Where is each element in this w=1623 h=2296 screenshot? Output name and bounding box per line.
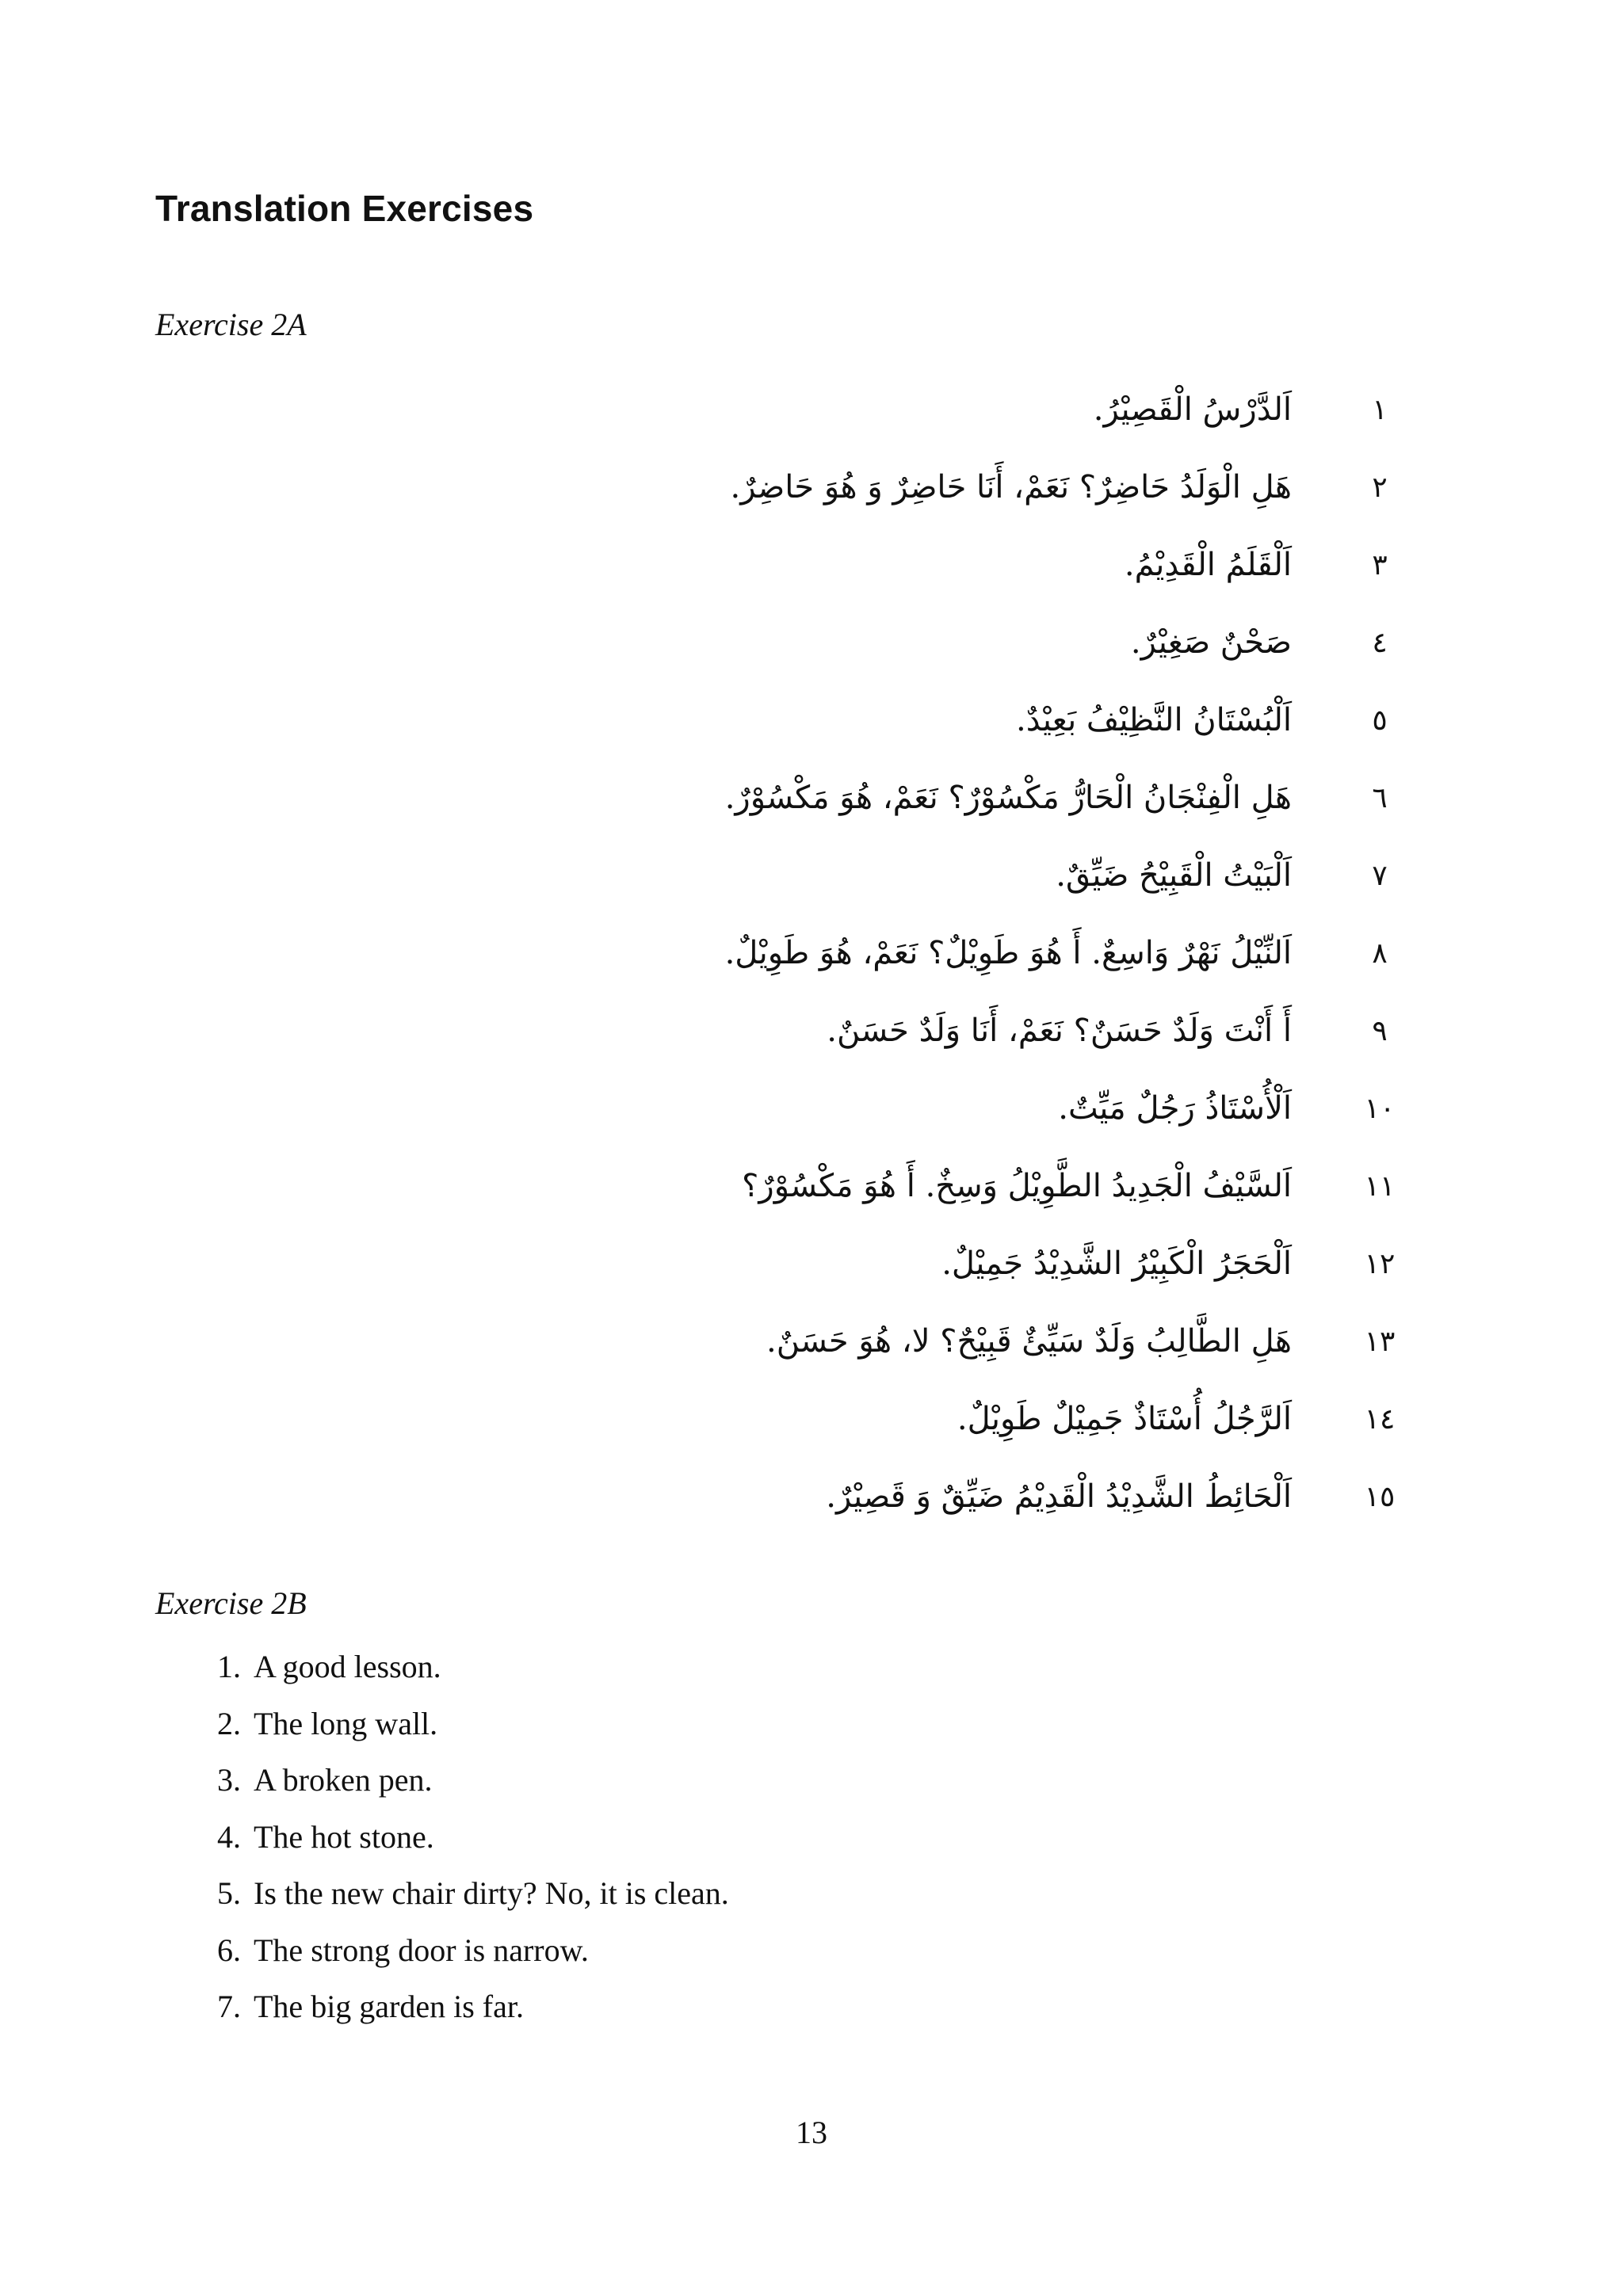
english-sentence: The hot stone. bbox=[254, 1818, 434, 1855]
list-item bbox=[219, 1070, 1407, 1147]
arabic-sentence: اَلْحَجَرُ الْكَبِيْرُ الشَّدِيْدُ جَمِيْلٌ. bbox=[941, 1245, 1292, 1282]
list-item bbox=[219, 1458, 1407, 1535]
page-title: Translation Exercises bbox=[155, 188, 534, 229]
exercise-2b-heading: Exercise 2B bbox=[155, 1585, 307, 1621]
item-number: ١٢ bbox=[1364, 1247, 1396, 1280]
exercise-2b-list bbox=[155, 1638, 729, 2035]
item-number: ٨ bbox=[1372, 936, 1388, 970]
list-item bbox=[219, 526, 1407, 604]
arabic-sentence: اَلْبُسْتَانُ النَّظِيْفُ بَعِيْدٌ. bbox=[1016, 702, 1292, 738]
list-item bbox=[219, 1302, 1407, 1380]
arabic-sentence: هَلِ الْفِنْجَانُ الْحَارُّ مَكْسُوْرٌ؟ نَعَمْ، هُوَ مَكْسُوْرٌ. bbox=[724, 780, 1292, 816]
item-number: ٧ bbox=[1372, 859, 1388, 892]
arabic-sentence: صَحْنٌ صَغِيْرٌ. bbox=[1130, 624, 1292, 661]
arabic-sentence: اَلسَّيْفُ الْجَدِيدُ الطَّوِيْلُ وَسِخٌ. أَ هُوَ مَكْسُوْرٌ؟ bbox=[742, 1168, 1292, 1204]
list-item bbox=[219, 1147, 1407, 1225]
arabic-sentence: اَلْبَيْتُ الْقَبِيْحُ ضَيِّقٌ. bbox=[1056, 857, 1292, 894]
arabic-sentence: اَلدَّرْسُ الْقَصِيْرُ. bbox=[1093, 391, 1292, 428]
list-item bbox=[219, 1225, 1407, 1302]
list-item bbox=[219, 759, 1407, 837]
list-item bbox=[155, 1978, 729, 2035]
item-number: ٥ bbox=[1372, 704, 1388, 737]
list-item bbox=[155, 1752, 729, 1809]
item-number: ١٣ bbox=[1364, 1325, 1396, 1358]
exercise-2a-list bbox=[219, 371, 1407, 1535]
english-sentence: The strong door is narrow. bbox=[254, 1932, 589, 1968]
list-item bbox=[219, 448, 1407, 526]
item-number: ١٠ bbox=[1364, 1092, 1396, 1125]
arabic-sentence: هَلِ الطَّالِبُ وَلَدٌ سَيِّئٌ قَبِيْحٌ؟ لا، هُوَ حَسَنٌ. bbox=[766, 1323, 1292, 1360]
list-item bbox=[155, 1865, 729, 1922]
arabic-sentence: هَلِ الْوَلَدُ حَاضِرٌ؟ نَعَمْ، أَنَا حَاضِرٌ وَ هُوَ حَاضِرٌ. bbox=[730, 469, 1292, 505]
item-number: ٤ bbox=[1372, 626, 1388, 659]
arabic-sentence: اَلْقَلَمُ الْقَدِيْمُ. bbox=[1124, 547, 1292, 583]
arabic-sentence: اَلْأُسْتَاذُ رَجُلٌ مَيِّتٌ. bbox=[1058, 1090, 1292, 1127]
arabic-sentence: اَلْحَائِطُ الشَّدِيْدُ الْقَدِيْمُ ضَيِّقٌ وَ قَصِيْرٌ. bbox=[826, 1478, 1292, 1515]
item-number: 5. bbox=[217, 1875, 241, 1912]
list-item bbox=[219, 604, 1407, 681]
english-sentence: The long wall. bbox=[254, 1705, 438, 1741]
item-number: ٦ bbox=[1372, 781, 1388, 814]
list-item bbox=[219, 837, 1407, 914]
item-number: ٩ bbox=[1372, 1014, 1388, 1047]
arabic-sentence: أَ أَنْتَ وَلَدٌ حَسَنٌ؟ نَعَمْ، أَنَا وَلَدٌ حَسَنٌ. bbox=[827, 1013, 1292, 1049]
list-item bbox=[219, 914, 1407, 992]
item-number: 1. bbox=[217, 1649, 241, 1685]
item-number: 3. bbox=[217, 1762, 241, 1798]
item-number: ٣ bbox=[1372, 548, 1388, 582]
item-number: ١٤ bbox=[1364, 1402, 1396, 1436]
list-item bbox=[219, 681, 1407, 759]
item-number: 6. bbox=[217, 1932, 241, 1968]
list-item bbox=[219, 371, 1407, 448]
page-number: 13 bbox=[796, 2115, 827, 2150]
item-number: ١١ bbox=[1364, 1169, 1396, 1203]
list-item bbox=[155, 1809, 729, 1866]
arabic-sentence: اَلرَّجُلُ أُسْتَاذٌ جَمِيْلٌ طَوِيْلٌ. bbox=[957, 1401, 1292, 1437]
english-sentence: The big garden is far. bbox=[254, 1989, 524, 2025]
list-item bbox=[155, 1922, 729, 1979]
exercise-2a-heading: Exercise 2A bbox=[155, 307, 307, 342]
item-number: 2. bbox=[217, 1705, 241, 1741]
item-number: ١٥ bbox=[1364, 1480, 1396, 1513]
arabic-sentence: اَلنِّيْلُ نَهْرٌ وَاسِعٌ. أَ هُوَ طَوِيْلٌ؟ نَعَمْ، هُوَ طَوِيْلٌ. bbox=[724, 935, 1292, 971]
english-sentence: A good lesson. bbox=[254, 1649, 441, 1685]
list-item bbox=[155, 1695, 729, 1753]
item-number: 7. bbox=[217, 1989, 241, 2025]
item-number: ٢ bbox=[1372, 471, 1388, 504]
english-sentence: A broken pen. bbox=[254, 1762, 433, 1798]
english-sentence: Is the new chair dirty? No, it is clean. bbox=[254, 1875, 729, 1912]
list-item bbox=[219, 1380, 1407, 1458]
item-number: ١ bbox=[1372, 393, 1388, 426]
item-number: 4. bbox=[217, 1818, 241, 1855]
list-item bbox=[219, 992, 1407, 1070]
list-item bbox=[155, 1638, 729, 1695]
